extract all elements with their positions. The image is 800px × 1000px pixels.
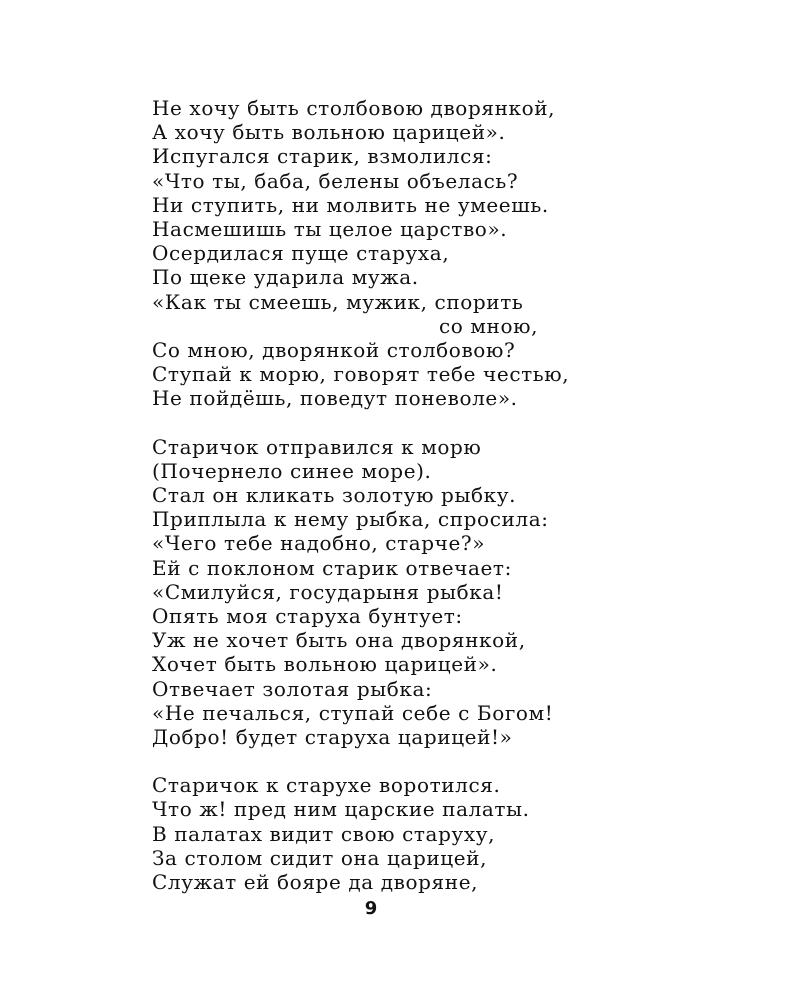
page-number: 9 xyxy=(364,898,378,919)
poem-line: «Смилуйся, государыня рыбка! xyxy=(152,579,504,604)
poem-line: Со мною, дворянкой столбовою? xyxy=(152,337,516,362)
poem-line: Старичок отправился к морю xyxy=(152,434,482,459)
poem-line: Насмешишь ты целое царство». xyxy=(152,216,508,241)
poem-line: Не пойдёшь, поведут поневоле». xyxy=(152,386,518,411)
stanza xyxy=(152,96,612,410)
poem-line: Ей с поклоном старик отвечает: xyxy=(152,555,512,580)
poem-line: Уж не хочет быть она дворянкой, xyxy=(152,628,526,653)
poem-line: Отвечает золотая рыбка: xyxy=(152,676,433,701)
stanza xyxy=(152,435,612,749)
poem-line: «Как ты смеешь, мужик, спорить xyxy=(152,289,524,314)
poem-line: По щеке ударила мужа. xyxy=(152,265,419,290)
poem-line: В палатах видит свою старуху, xyxy=(152,821,496,846)
poem-line: Ступай к морю, говорят тебе честью, xyxy=(152,362,570,387)
poem-line: «Не печалься, ступай себе с Богом! xyxy=(152,700,554,725)
poem-line-continuation: со мною, xyxy=(439,313,539,338)
poem-line: Испугался старик, взмолился: xyxy=(152,144,493,169)
poem-line: «Что ты, баба, белены объелась? xyxy=(152,168,519,193)
poem-line: «Чего тебе надобно, старче?» xyxy=(152,531,486,556)
poem-line: Хочет быть вольною царицей». xyxy=(152,652,498,677)
poem-line: (Почернело синее море). xyxy=(152,458,432,483)
poem-line: Стал он кликать золотую рыбку. xyxy=(152,483,517,507)
poem-line: А хочу быть вольною царицей». xyxy=(152,120,506,145)
poem-line: Что ж! пред ним царские палаты. xyxy=(152,797,530,822)
poem-line: За столом сидит она царицей, xyxy=(152,845,488,870)
poem-line: Добро! будет старуха царицей!» xyxy=(152,724,513,749)
poem-line: Ни ступить, ни молвить не умеешь. xyxy=(152,192,549,217)
poem-line: Старичок к старухе воротился. xyxy=(152,773,501,798)
poem-line: Осердилася пуще старуха, xyxy=(152,241,450,266)
poem-line: Служат ей бояре да дворяне, xyxy=(152,870,479,894)
poem-line: Приплыла к нему рыбка, спросила: xyxy=(152,507,549,532)
poem-text xyxy=(152,96,612,894)
poem-line: Не хочу быть столбовою дворянкой, xyxy=(152,96,556,120)
poem-line: Опять моя старуха бунтует: xyxy=(152,603,463,628)
stanza xyxy=(152,773,612,894)
